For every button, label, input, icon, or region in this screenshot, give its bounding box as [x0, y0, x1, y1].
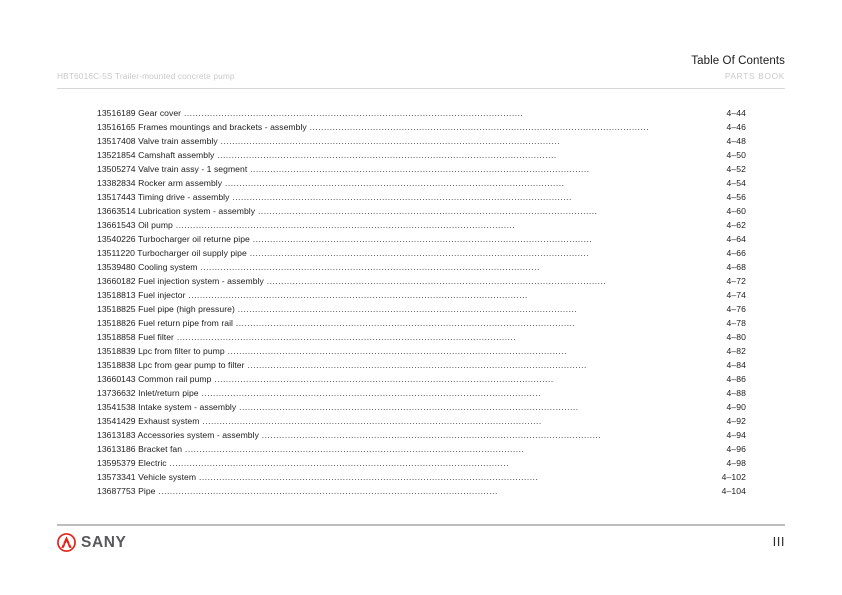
toc-dot-leader: ...................................................................................................................... — [166, 458, 509, 468]
toc-page-number: 4–52 — [726, 164, 746, 174]
toc-row[interactable] — [57, 316, 785, 330]
toc-page-number: 4–62 — [726, 220, 746, 230]
toc-page-number: 4–80 — [726, 332, 746, 342]
toc-page-number: 4–66 — [726, 248, 746, 258]
toc-row[interactable] — [57, 484, 785, 498]
toc-page-number: 4–56 — [726, 192, 746, 202]
toc-page-number: 4–88 — [726, 388, 746, 398]
toc-row[interactable] — [57, 218, 785, 232]
toc-entry-text — [97, 134, 649, 148]
toc-row[interactable] — [57, 400, 785, 414]
toc-row[interactable] — [57, 106, 785, 120]
toc-page-number: 4–60 — [726, 206, 746, 216]
toc-entry-text — [97, 246, 649, 260]
toc-entry-text — [97, 232, 649, 246]
toc-page-number: 4–44 — [726, 108, 746, 118]
toc-entry-label: 13518813 Fuel injector — [97, 290, 186, 300]
toc-entry-label: 13736632 Inlet/return pipe — [97, 388, 199, 398]
toc-page-number: 4–98 — [726, 458, 746, 468]
toc-dot-leader: ...................................................................................................................... — [249, 234, 593, 244]
toc-dot-leader: ...................................................................................................................... — [247, 164, 590, 174]
page-footer — [57, 530, 785, 560]
toc-dot-leader: ...................................................................................................................... — [199, 416, 542, 426]
toc-page-number: 4–50 — [726, 150, 746, 160]
sany-logo-text: SANY — [81, 534, 127, 551]
toc-entry-text — [97, 330, 649, 344]
sany-logo-icon — [57, 533, 76, 552]
toc-row[interactable] — [57, 274, 785, 288]
toc-page-number: 4–78 — [726, 318, 746, 328]
toc-entry-text — [97, 148, 649, 162]
toc-row[interactable] — [57, 246, 785, 260]
toc-dot-leader: ...................................................................................................................... — [217, 136, 561, 146]
toc-row[interactable] — [57, 190, 785, 204]
header-subline — [57, 69, 785, 83]
toc-entry-text — [97, 372, 649, 386]
toc-row[interactable] — [57, 428, 785, 442]
toc-page-number: 4–86 — [726, 374, 746, 384]
toc-dot-leader: ...................................................................................................................... — [233, 318, 576, 328]
toc-page-number: 4–64 — [726, 234, 746, 244]
toc-dot-leader: ...................................................................................................................... — [222, 178, 565, 188]
toc-entry-text — [97, 414, 649, 428]
table-of-contents-list — [57, 106, 785, 498]
toc-entry-label: 13516189 Gear cover — [97, 108, 182, 118]
toc-page-number: 4–76 — [726, 304, 746, 314]
toc-entry-text — [97, 120, 649, 134]
toc-dot-leader: ...................................................................................................................... — [214, 150, 557, 160]
toc-entry-label: 13539480 Cooling system — [97, 262, 198, 272]
toc-entry-label: 13541429 Exhaust system — [97, 416, 200, 426]
toc-entry-text — [97, 344, 649, 358]
toc-row[interactable] — [57, 358, 785, 372]
toc-dot-leader: ...................................................................................................................... — [224, 346, 568, 356]
toc-entry-text — [97, 204, 649, 218]
toc-dot-leader: ...................................................................................................................... — [263, 276, 607, 286]
toc-row[interactable] — [57, 162, 785, 176]
toc-entry-text — [97, 386, 649, 400]
toc-page-number: 4–68 — [726, 262, 746, 272]
toc-entry-label: 13540226 Turbocharger oil returne pipe — [97, 234, 250, 244]
toc-page-number: 4–92 — [726, 416, 746, 426]
toc-dot-leader: ...................................................................................................................... — [198, 388, 541, 398]
toc-dot-leader: ...................................................................................................................... — [181, 108, 524, 118]
toc-entry-text — [97, 260, 649, 274]
toc-row[interactable] — [57, 302, 785, 316]
toc-dot-leader: ...................................................................................................................... — [196, 472, 539, 482]
toc-page-number: 4–74 — [726, 290, 746, 300]
toc-dot-leader: ...................................................................................................................... — [172, 220, 516, 230]
toc-entry-label: 13518839 Lpc from filter to pump — [97, 346, 225, 356]
toc-dot-leader: ...................................................................................................................... — [173, 332, 517, 342]
toc-row[interactable] — [57, 330, 785, 344]
toc-row[interactable] — [57, 288, 785, 302]
toc-entry-label: 13573341 Vehicle system — [97, 472, 197, 482]
toc-entry-label: 13382834 Rocker arm assembly — [97, 178, 223, 188]
page-title: Table Of Contents — [691, 55, 785, 67]
toc-dot-leader: ...................................................................................................................... — [244, 360, 587, 370]
toc-dot-leader: ...................................................................................................................... — [246, 248, 590, 258]
toc-entry-label: 13660182 Fuel injection system - assembly — [97, 276, 264, 286]
toc-dot-leader: ...................................................................................................................... — [211, 374, 554, 384]
toc-entry-text — [97, 176, 649, 190]
toc-entry-text — [97, 442, 649, 456]
toc-dot-leader: ...................................................................................................................... — [182, 444, 525, 454]
toc-dot-leader: ...................................................................................................................... — [229, 192, 572, 202]
toc-entry-text — [97, 288, 649, 302]
toc-page-number: 4–96 — [726, 444, 746, 454]
toc-entry-text — [97, 302, 649, 316]
toc-dot-leader: ...................................................................................................................... — [258, 430, 602, 440]
toc-entry-label: 13613183 Accessories system - assembly — [97, 430, 259, 440]
toc-row[interactable] — [57, 414, 785, 428]
toc-row[interactable] — [57, 456, 785, 470]
toc-entry-label: 13517408 Valve train assembly — [97, 136, 218, 146]
toc-row[interactable] — [57, 470, 785, 484]
toc-dot-leader: ...................................................................................................................... — [197, 262, 540, 272]
header-model-label: HBT6016C-5S Trailer-mounted concrete pump — [57, 71, 235, 81]
toc-page-number: 4–82 — [726, 346, 746, 356]
toc-row[interactable] — [57, 386, 785, 400]
toc-page-number: 4–48 — [726, 136, 746, 146]
toc-entry-label: 13517443 Timing drive - assembly — [97, 192, 230, 202]
header-divider — [57, 88, 785, 89]
toc-entry-label: 13516165 Frames mountings and brackets - assembly — [97, 122, 307, 132]
toc-entry-text — [97, 218, 649, 232]
toc-dot-leader: ...................................................................................................................... — [236, 402, 579, 412]
toc-page-number: 4–90 — [726, 402, 746, 412]
footer-divider — [57, 524, 785, 526]
toc-entry-label: 13518858 Fuel filter — [97, 332, 174, 342]
page-header — [57, 54, 785, 83]
toc-entry-text — [97, 190, 649, 204]
toc-entry-text — [97, 400, 649, 414]
toc-entry-label: 13541538 Intake system - assembly — [97, 402, 237, 412]
toc-page-number: 4–46 — [726, 122, 746, 132]
toc-row[interactable] — [57, 260, 785, 274]
toc-row[interactable] — [57, 372, 785, 386]
toc-entry-label: 13595379 Electric — [97, 458, 167, 468]
toc-entry-text — [97, 106, 649, 120]
toc-entry-text — [97, 456, 649, 470]
toc-entry-text — [97, 316, 649, 330]
toc-entry-label: 13613186 Bracket fan — [97, 444, 183, 454]
toc-entry-text — [97, 274, 649, 288]
toc-dot-leader: ...................................................................................................................... — [255, 206, 598, 216]
toc-row[interactable] — [57, 204, 785, 218]
toc-entry-label: 13687753 Pipe — [97, 486, 156, 496]
toc-page-number: 4–102 — [721, 472, 746, 482]
toc-entry-text — [97, 484, 649, 498]
toc-entry-text — [97, 470, 649, 484]
toc-entry-text — [97, 428, 649, 442]
toc-row[interactable] — [57, 148, 785, 162]
toc-dot-leader: ...................................................................................................................... — [155, 486, 498, 496]
footer-page-number: III — [772, 534, 785, 549]
toc-entry-label: 13505274 Valve train assy - 1 segment — [97, 164, 248, 174]
toc-entry-label: 13518825 Fuel pipe (high pressure) — [97, 304, 235, 314]
toc-entry-label: 13661543 Oil pump — [97, 220, 173, 230]
sany-logo — [57, 533, 126, 552]
toc-dot-leader: ...................................................................................................................... — [234, 304, 578, 314]
toc-row[interactable] — [57, 344, 785, 358]
toc-page-number: 4–54 — [726, 178, 746, 188]
toc-entry-text — [97, 162, 649, 176]
toc-entry-text — [97, 358, 649, 372]
toc-page-number: 4–84 — [726, 360, 746, 370]
toc-entry-label: 13518826 Fuel return pipe from rail — [97, 318, 233, 328]
toc-dot-leader: ...................................................................................................................... — [185, 290, 528, 300]
toc-page-number: 4–72 — [726, 276, 746, 286]
toc-entry-label: 13511220 Turbocharger oil supply pipe — [97, 248, 247, 258]
toc-row[interactable] — [57, 120, 785, 134]
header-book-label: PARTS BOOK — [724, 71, 785, 81]
toc-page-number: 4–94 — [726, 430, 746, 440]
toc-dot-leader: ...................................................................................................................... — [306, 122, 649, 132]
toc-row[interactable] — [57, 232, 785, 246]
toc-row[interactable] — [57, 176, 785, 190]
toc-entry-label: 13521854 Camshaft assembly — [97, 150, 215, 160]
toc-page-number: 4–104 — [721, 486, 746, 496]
toc-row[interactable] — [57, 134, 785, 148]
toc-entry-label: 13518838 Lpc from gear pump to filter — [97, 360, 245, 370]
toc-entry-label: 13663514 Lubrication system - assembly — [97, 206, 256, 216]
toc-entry-label: 13660143 Common rail pump — [97, 374, 212, 384]
toc-row[interactable] — [57, 442, 785, 456]
